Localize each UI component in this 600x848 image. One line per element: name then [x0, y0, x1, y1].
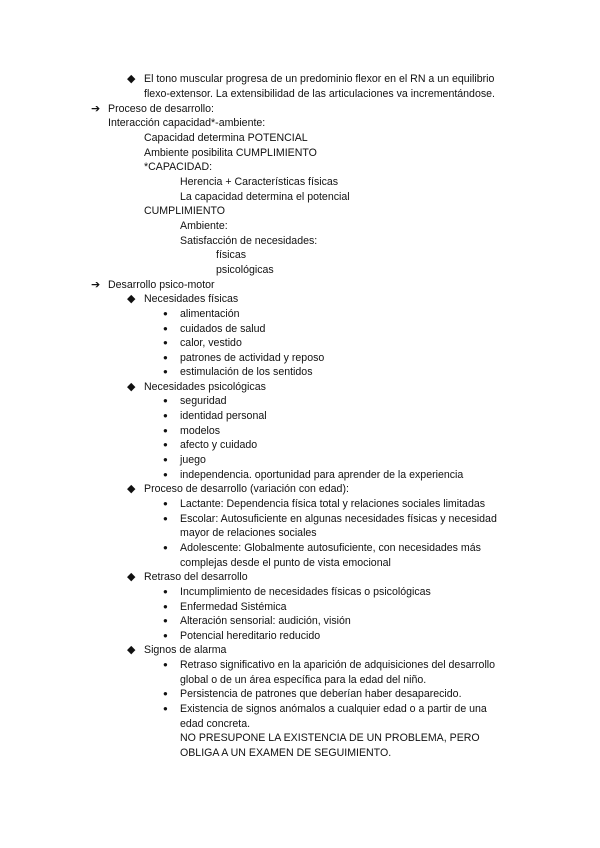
diamond-bullet-icon: ◆ [127, 571, 136, 583]
dot-bullet-icon: ● [163, 324, 168, 333]
list-item: modelos [180, 425, 221, 437]
dot-bullet-icon: ● [163, 426, 168, 435]
dot-bullet-icon: ● [163, 543, 168, 552]
ambiente-line: Ambiente: [180, 220, 228, 232]
list-item: afecto y cuidado [180, 439, 258, 451]
proceso-variacion-title: Proceso de desarrollo (variación con edad): [144, 483, 349, 495]
list-item: alimentación [180, 308, 240, 320]
escolar-line-2: mayor de relaciones sociales [180, 527, 317, 539]
dot-bullet-icon: ● [163, 499, 168, 508]
determina-potencial-line: La capacidad determina el potencial [180, 191, 350, 203]
fisicas-line: físicas [216, 249, 247, 261]
list-item: juego [180, 454, 206, 466]
cumplimiento-label: CUMPLIMIENTO [144, 205, 226, 217]
proceso-heading: Proceso de desarrollo: [108, 103, 214, 115]
arrow-bullet-icon: ➔ [91, 103, 101, 115]
list-item: cuidados de salud [180, 323, 266, 335]
dot-bullet-icon: ● [163, 455, 168, 464]
diamond-bullet-icon: ◆ [127, 293, 136, 305]
alarma-retraso-line-1: Retraso significativo en la aparición de adquisiciones del desarrollo [180, 659, 496, 671]
persistencia-line: Persistencia de patrones que deberían haber desaparecido. [180, 688, 462, 700]
existencia-line-1: Existencia de signos anómalos a cualquier edad o a partir de una [180, 703, 487, 715]
diamond-bullet-icon: ◆ [127, 483, 136, 495]
capacidad-label: *CAPACIDAD: [144, 161, 213, 173]
dot-bullet-icon: ● [163, 689, 168, 698]
dot-bullet-icon: ● [163, 440, 168, 449]
escolar-line-1: Escolar: Autosuficiente en algunas necesidades físicas y necesidad [180, 513, 497, 525]
nec-fisicas-title: Necesidades físicas [144, 293, 239, 305]
satisfaccion-line: Satisfacción de necesidades: [180, 235, 318, 247]
arrow-bullet-icon: ➔ [91, 279, 101, 291]
dot-bullet-icon: ● [163, 704, 168, 713]
list-item: calor, vestido [180, 337, 242, 349]
herencia-line: Herencia + Características físicas [180, 176, 339, 188]
lactante-line: Lactante: Dependencia física total y relaciones sociales limitadas [180, 498, 486, 510]
list-item: identidad personal [180, 410, 267, 422]
retraso-title: Retraso del desarrollo [144, 571, 248, 583]
dot-bullet-icon: ● [163, 396, 168, 405]
tono-line-2: flexo-extensor. La extensibilidad de las articulaciones va incrementándose. [144, 88, 495, 100]
list-item: estimulación de los sentidos [180, 366, 313, 378]
diamond-bullet-icon: ◆ [127, 644, 136, 656]
capacidad-potencial: Capacidad determina POTENCIAL [144, 132, 308, 144]
dot-bullet-icon: ● [163, 602, 168, 611]
tono-line-1: El tono muscular progresa de un predominio flexor en el RN a un equilibrio [144, 73, 495, 85]
dot-bullet-icon: ● [163, 309, 168, 318]
list-item: Enfermedad Sistémica [180, 601, 287, 613]
dot-bullet-icon: ● [163, 616, 168, 625]
interaccion-line: Interacción capacidad*-ambiente: [108, 117, 266, 129]
dot-bullet-icon: ● [163, 353, 168, 362]
nec-psicologicas-title: Necesidades psicológicas [144, 381, 266, 393]
list-item: Incumplimiento de necesidades físicas o psicológicas [180, 586, 431, 598]
dot-bullet-icon: ● [163, 660, 168, 669]
list-item: Potencial hereditario reducido [180, 630, 321, 642]
dot-bullet-icon: ● [163, 631, 168, 640]
diamond-bullet-icon: ◆ [127, 381, 136, 393]
adolescente-line-2: complejas desde el punto de vista emocional [180, 557, 391, 569]
diamond-bullet-icon: ◆ [127, 73, 136, 85]
dot-bullet-icon: ● [163, 367, 168, 376]
adolescente-line-1: Adolescente: Globalmente autosuficiente, con necesidades más [180, 542, 481, 554]
dot-bullet-icon: ● [163, 411, 168, 420]
psicologicas-line: psicológicas [216, 264, 274, 276]
dot-bullet-icon: ● [163, 338, 168, 347]
existencia-line-2: edad concreta. [180, 718, 251, 730]
nota-line-2: OBLIGA A UN EXAMEN DE SEGUIMIENTO. [180, 747, 392, 759]
list-item: independencia. oportunidad para aprender de la experiencia [180, 469, 464, 481]
dot-bullet-icon: ● [163, 470, 168, 479]
alarma-title: Signos de alarma [144, 644, 227, 656]
dot-bullet-icon: ● [163, 514, 168, 523]
desarrollo-heading: Desarrollo psico-motor [108, 279, 215, 291]
nota-line-1: NO PRESUPONE LA EXISTENCIA DE UN PROBLEMA, PERO [180, 732, 480, 744]
dot-bullet-icon: ● [163, 587, 168, 596]
list-item: patrones de actividad y reposo [180, 352, 325, 364]
list-item: seguridad [180, 395, 227, 407]
alarma-retraso-line-2: global o de un área específica para la edad del niño. [180, 674, 427, 686]
ambiente-cumplimiento: Ambiente posibilita CUMPLIMIENTO [144, 147, 317, 159]
list-item: Alteración sensorial: audición, visión [180, 615, 351, 627]
